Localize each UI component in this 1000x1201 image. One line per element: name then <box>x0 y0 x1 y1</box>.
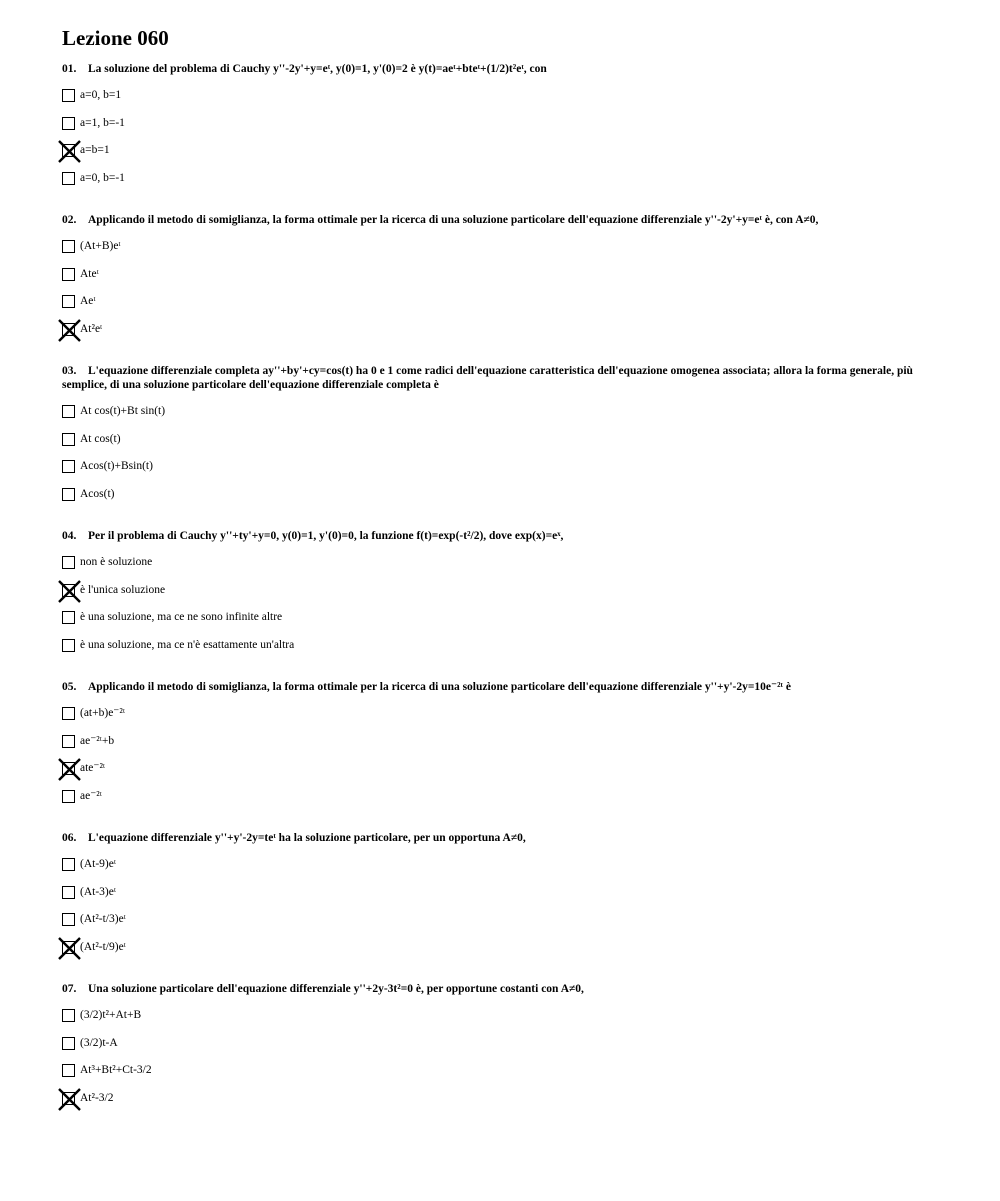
question-7 <box>62 982 937 1104</box>
checkbox[interactable] <box>62 556 75 569</box>
question-body: Applicando il metodo di somiglianza, la forma ottimale per la ricerca di una soluzione particolare dell'equazione differenziale y''-2y'+y=eᵗ è, con A≠0, <box>88 214 819 226</box>
question-body: Una soluzione particolare dell'equazione differenziale y''+2y-3t²=0 è, per opportune costanti con A≠0, <box>88 983 584 995</box>
option-label: (At-3)eᵗ <box>80 885 117 898</box>
checked-checkbox[interactable] <box>62 323 75 336</box>
page-title: Lezione 060 <box>62 26 169 50</box>
question-number: 03. <box>62 365 77 377</box>
checked-checkbox[interactable] <box>62 941 75 954</box>
cross-mark-icon <box>57 757 82 782</box>
question-6 <box>62 831 937 953</box>
option-label: Aeᵗ <box>80 295 96 308</box>
question-4 <box>62 529 937 651</box>
option-label: At³+Bt²+Ct-3/2 <box>80 1064 152 1077</box>
option-label: (At²-t/3)eᵗ <box>80 913 126 926</box>
question-body: La soluzione del problema di Cauchy y''-2y'+y=eᵗ, y(0)=1, y'(0)=2 è y(t)=aeᵗ+bteᵗ+(1/2)t²eᵗ, con <box>88 63 547 75</box>
checked-checkbox[interactable] <box>62 144 75 157</box>
checkbox[interactable] <box>62 295 75 308</box>
option-label: At²eᵗ <box>80 322 103 335</box>
question-body: L'equazione differenziale y''+y'-2y=teᵗ ha la soluzione particolare, per un opportuna A≠0, <box>88 832 526 844</box>
checked-checkbox[interactable] <box>62 1092 75 1105</box>
option-label: è una soluzione, ma ce ne sono infinite altre <box>80 611 283 624</box>
option-label: a=b=1 <box>80 144 110 157</box>
option-label: (3/2)t²+At+B <box>80 1009 142 1021</box>
checkbox[interactable] <box>62 913 75 926</box>
checkbox[interactable] <box>62 1037 75 1050</box>
checkbox[interactable] <box>62 707 75 720</box>
question-text <box>62 680 937 694</box>
checkbox[interactable] <box>62 240 75 253</box>
checkbox[interactable] <box>62 735 75 748</box>
question-number: 02. <box>62 214 77 226</box>
option-label: (At²-t/9)eᵗ <box>80 940 126 953</box>
option-label: Acos(t)+Bsin(t) <box>80 460 153 473</box>
question-text <box>62 364 937 392</box>
cross-mark-icon <box>57 1087 82 1112</box>
question-number: 07. <box>62 983 77 995</box>
checkbox[interactable] <box>62 858 75 871</box>
cross-mark-icon <box>57 579 82 604</box>
question-5 <box>62 680 937 802</box>
question-2 <box>62 213 937 335</box>
option-label: non è soluzione <box>80 556 153 568</box>
checkbox[interactable] <box>62 460 75 473</box>
question-text <box>62 529 937 543</box>
checkbox[interactable] <box>62 433 75 446</box>
question-3 <box>62 364 937 500</box>
checked-checkbox[interactable] <box>62 584 75 597</box>
question-body: L'equazione differenziale completa ay''+by'+cy=cos(t) ha 0 e 1 come radici dell'equazione caratteristica dell'equazione omogenea associata; allora la forma generale, più semplice, di una soluzione particolare dell'equazione differenziale completa è <box>62 365 913 391</box>
question-number: 06. <box>62 832 77 844</box>
option-label: At²-3/2 <box>80 1091 114 1104</box>
question-body: Per il problema di Cauchy y''+ty'+y=0, y(0)=1, y'(0)=0, la funzione f(t)=exp(-t²/2), dove exp(x)=eˣ, <box>88 530 564 542</box>
checkbox[interactable] <box>62 1064 75 1077</box>
cross-mark-icon <box>57 936 82 961</box>
question-text <box>62 213 937 227</box>
option-label: (at+b)e⁻²ᵗ <box>80 707 126 719</box>
checked-checkbox[interactable] <box>62 762 75 775</box>
option-label: (At-9)eᵗ <box>80 858 117 870</box>
option-label: ae⁻²ᵗ <box>80 789 102 802</box>
option-label: è l'unica soluzione <box>80 583 166 596</box>
option-label: ae⁻²ᵗ+b <box>80 734 115 747</box>
option-label: ate⁻²ᵗ <box>80 762 106 775</box>
checkbox[interactable] <box>62 790 75 803</box>
question-text <box>62 982 937 996</box>
checkbox[interactable] <box>62 886 75 899</box>
cross-mark-icon <box>57 139 82 164</box>
checkbox[interactable] <box>62 405 75 418</box>
checkbox[interactable] <box>62 268 75 281</box>
checkbox[interactable] <box>62 89 75 102</box>
checkbox[interactable] <box>62 611 75 624</box>
checkbox[interactable] <box>62 117 75 130</box>
option-label: a=0, b=1 <box>80 89 122 101</box>
checkbox[interactable] <box>62 488 75 501</box>
option-label: Ateᵗ <box>80 267 99 280</box>
question-body: Applicando il metodo di somiglianza, la forma ottimale per la ricerca di una soluzione particolare dell'equazione differenziale y''+y'-2y=10e⁻²ᵗ è <box>88 681 791 693</box>
cross-mark-icon <box>57 318 82 343</box>
checkbox[interactable] <box>62 172 75 185</box>
checkbox[interactable] <box>62 639 75 652</box>
option-label: è una soluzione, ma ce n'è esattamente un'altra <box>80 638 295 651</box>
option-label: (At+B)eᵗ <box>80 240 121 252</box>
option-label: a=0, b=-1 <box>80 171 125 184</box>
question-number: 04. <box>62 530 77 542</box>
option-label: (3/2)t-A <box>80 1036 118 1049</box>
checkbox[interactable] <box>62 1009 75 1022</box>
option-label: Acos(t) <box>80 487 115 500</box>
question-text <box>62 62 937 76</box>
option-label: a=1, b=-1 <box>80 116 125 129</box>
question-text <box>62 831 937 845</box>
question-1 <box>62 62 937 184</box>
question-number: 01. <box>62 63 77 75</box>
option-label: At cos(t)+Bt sin(t) <box>80 405 166 417</box>
option-label: At cos(t) <box>80 432 121 445</box>
question-number: 05. <box>62 681 77 693</box>
